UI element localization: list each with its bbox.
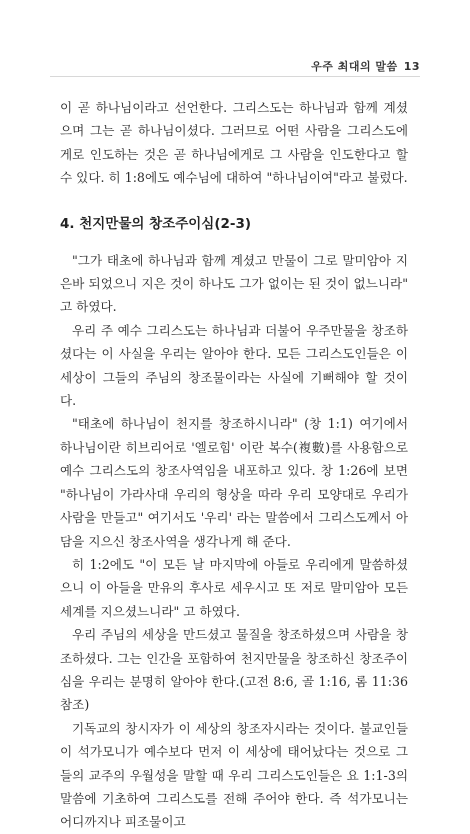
paragraph: 우리 주 예수 그리스도는 하나님과 더불어 우주만물을 창조하셨다는 이 사실을 우리는 알아야 한다. 모든 그리스도인들은 이 세상이 그들의 주님의 창조물이라는 사실에 기뻐해야 할 것이다. <box>60 322 408 409</box>
paragraph: 히 1:2에도 "이 모든 날 마지막에 아들로 우리에게 말씀하셨으니 이 아들을 만유의 후사로 세우시고 또 저로 말미암아 모든 세계를 지으셨느니라" 고 하였다. <box>60 556 408 619</box>
header-rule <box>50 76 420 77</box>
paragraph: 이 곧 하나님이라고 선언한다. 그리스도는 하나님과 함께 계셨으며 그는 곧 하나님이셨다. 그러므로 어떤 사람을 그리스도에게로 인도하는 것은 곧 하나님에게로 그 사람을 인도한다고 할 수 있다. 히 1:8에도 예수님에 대하여 "하나님이여"라고 불렀다. <box>60 100 408 186</box>
page-number: 13 <box>403 60 420 73</box>
paragraph: 우리 주님의 세상을 만드셨고 물질을 창조하셨으며 사람을 창조하셨다. 그는 인간을 포함하여 천지만물을 창조하신 창조주이심을 우리는 분명히 알아야 한다.(고전 8:6, 골 1:16, 롬 11:36 참조) <box>60 627 408 713</box>
paragraph: "그가 태초에 하나님과 함께 계셨고 만물이 그로 말미암아 지은바 되었으니 지은 것이 하나도 그가 없이는 된 것이 없느니라" 고 하였다. <box>60 252 408 315</box>
paragraph: "태초에 하나님이 천지를 창조하시니라" (창 1:1) 여기에서 하나님이란 히브리어로 '엘로힘' 이란 복수(複數)를 사용함으로 예수 그리스도의 창조사역임을 내포하고 있다. 창 1:26에 보면 "하나님이 가라사대 우리의 형상을 따라 우리 모양대로 우리가 사람을 만들고" 여기서도 '우리' 라는 말씀에서 그리스도께서 아담을 지으신 창조사역을 생각나게 해 준다. <box>60 416 408 549</box>
book-title: 우주 최대의 말씀 <box>311 60 398 73</box>
running-header <box>311 58 420 74</box>
paragraph: 기독교의 창시자가 이 세상의 창조자시라는 것이다. 불교인들이 석가모니가 예수보다 먼저 이 세상에 태어났다는 것으로 그들의 교주의 우월성을 말할 때 우리 그리스도인들은 요 1:1-3의 말씀에 기초하여 그리스도를 전해 주어야 한다. 즉 석가모니는 어디까지나 피조물이고 <box>60 720 408 830</box>
section-heading: 4. 천지만물의 창조주이심(2-3) <box>60 215 252 232</box>
body-text <box>60 96 408 834</box>
